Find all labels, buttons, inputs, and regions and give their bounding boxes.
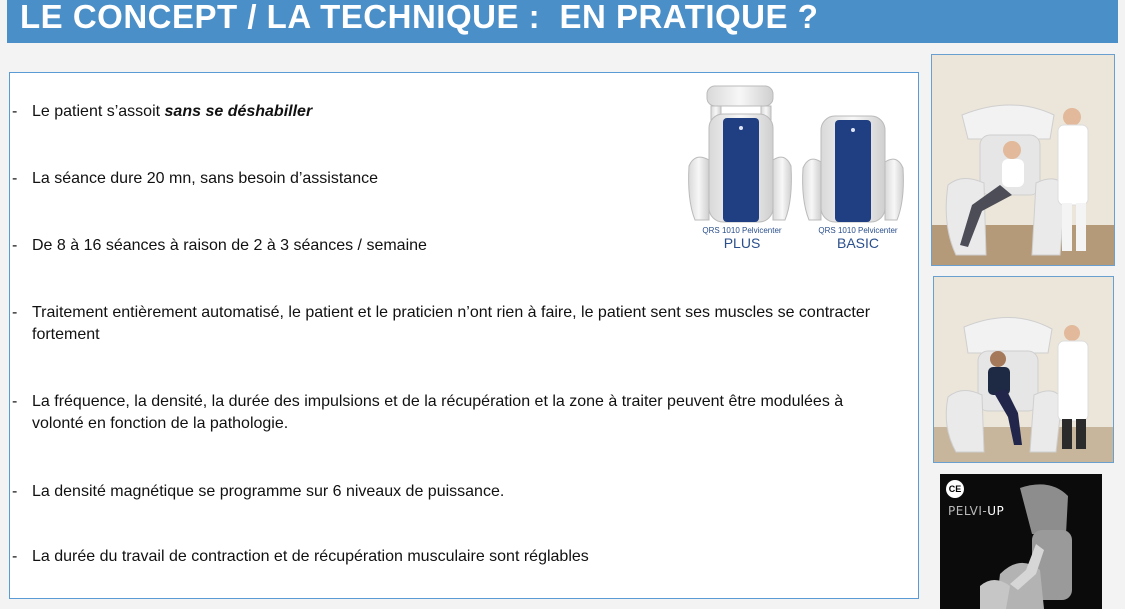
bullet-text: La durée du travail de contraction et de récupération musculaire sont réglables: [32, 548, 589, 565]
bullet-text: De 8 à 16 séances à raison de 2 à 3 séances / semaine: [32, 237, 427, 254]
chair-plus-model: QRS 1010 Pelvicenter: [702, 226, 782, 235]
chair-plus-icon: [689, 86, 792, 222]
pelvi-up-product-photo: [940, 474, 1102, 609]
bullet-emphasis: sans se déshabiller: [164, 103, 313, 120]
slide-title: LE CONCEPT / LA TECHNIQUE : EN PRATIQUE ?: [20, 0, 819, 35]
chairs-illustration: [685, 80, 915, 260]
chair-basic-variant: BASIC: [836, 235, 879, 251]
chair-basic-label: [803, 226, 913, 251]
man-in-chair-with-doctor-photo-icon: [934, 277, 1113, 462]
bullet-dash: -: [12, 170, 18, 187]
treatment-photo-man: [933, 276, 1114, 463]
ce-mark-icon: CE: [946, 480, 964, 498]
bullet-4: [12, 302, 892, 346]
bullet-5: [12, 391, 892, 435]
bullet-dash: -: [12, 103, 18, 120]
bullet-text-plain: Le patient s’assoit: [32, 103, 165, 120]
bullet-dash: -: [12, 237, 18, 254]
bullet-text: La densité magnétique se programme sur 6 niveaux de puissance.: [32, 483, 505, 500]
brand-suffix: UP: [987, 504, 1005, 518]
brand-prefix: PELVI-: [948, 504, 988, 518]
chair-basic-icon: [803, 116, 904, 222]
bullet-dash: -: [12, 393, 18, 410]
bullet-text: La fréquence, la densité, la durée des impulsions et de la récupération et la zone à traiter peuvent être modulées à volonté en fonction de la pathologie.: [32, 393, 844, 432]
bullet-dash: -: [12, 304, 18, 321]
chair-basic-model: QRS 1010 Pelvicenter: [818, 226, 898, 235]
bullet-dash: -: [12, 548, 18, 565]
woman-in-chair-with-doctor-photo-icon: [932, 55, 1114, 265]
treatment-photo-woman: [931, 54, 1115, 266]
bullet-7: [12, 546, 892, 568]
bullet-6: [12, 481, 892, 503]
chair-plus-variant: PLUS: [723, 235, 761, 251]
chair-plus-label: [687, 226, 797, 251]
bullet-text: Traitement entièrement automatisé, le patient et le praticien n’ont rien à faire, le patient sent ses muscles se contracter fortement: [32, 304, 871, 343]
bullet-dash: -: [12, 483, 18, 500]
pelvi-up-chair-product-photo-icon: [940, 474, 1102, 609]
slide-header: [7, 0, 1118, 43]
chair-pair-icon: [685, 80, 915, 230]
pelvi-up-logo: [948, 504, 1004, 518]
bullet-text: La séance dure 20 mn, sans besoin d’assistance: [32, 170, 378, 187]
